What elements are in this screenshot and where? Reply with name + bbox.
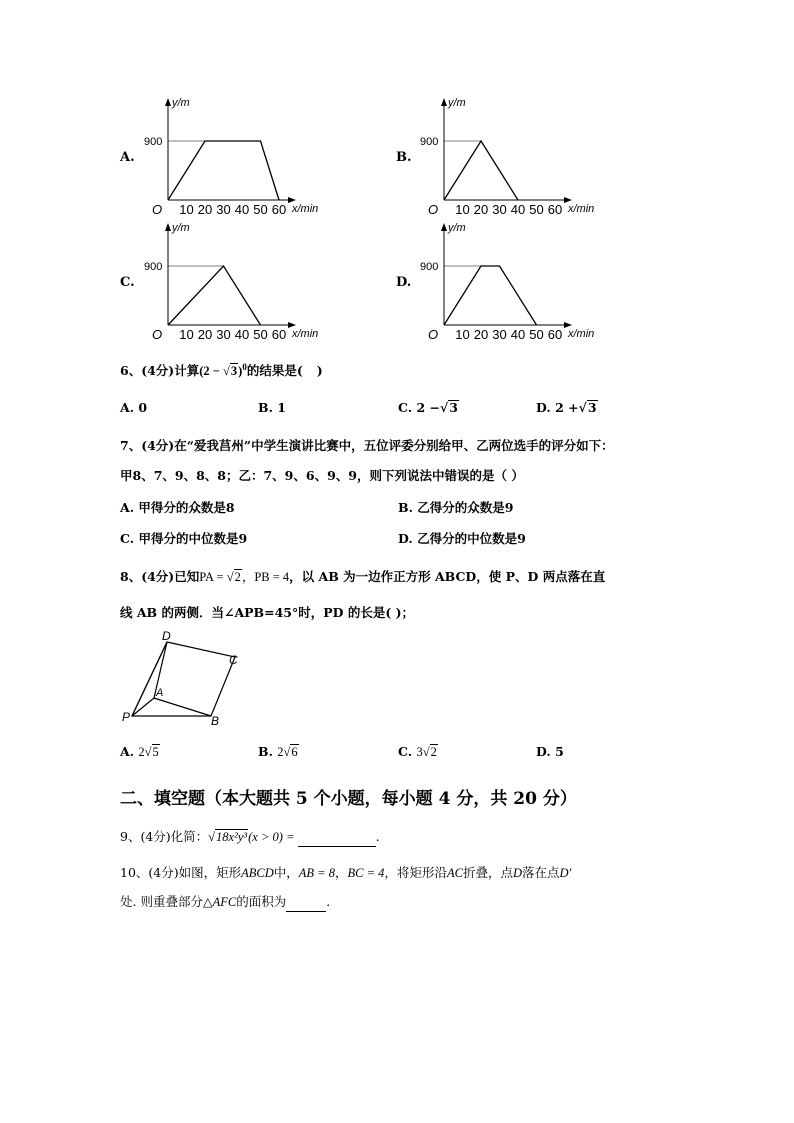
x-tick-label: 60 xyxy=(271,327,287,342)
q7-option-b[interactable]: B. 乙得分的众数是9 xyxy=(398,500,514,515)
answer-blank[interactable] xyxy=(286,893,326,912)
y-axis-arrow xyxy=(441,223,447,231)
x-tick-label: 50 xyxy=(529,202,544,217)
q7-option-c[interactable]: C. 甲得分的中位数是9 xyxy=(120,531,248,546)
q7-option-d[interactable]: D. 乙得分的中位数是9 xyxy=(398,531,526,546)
y-axis-label: y/m xyxy=(448,222,466,234)
y-tick-label: 900 xyxy=(420,261,439,273)
question-7-line1: 7、(4分)在“爱我莒州”中学生演讲比赛中，五位评委分别给甲、乙两位选手的评分如下： xyxy=(120,438,614,453)
graph-d xyxy=(416,215,616,345)
x-axis-label: x/min xyxy=(292,328,319,340)
q6-option-d[interactable]: D. 2 +√3 xyxy=(536,400,597,415)
x-tick-label: 40 xyxy=(234,327,250,342)
question-10-line2: 处. 则重叠部分△AFC的面积为 . xyxy=(120,893,330,912)
x-axis-label: x/min xyxy=(292,203,319,215)
x-axis-label: x/min xyxy=(568,203,595,215)
q8-option-a[interactable]: A. 2√5 xyxy=(120,744,159,759)
question-9: 9、(4分)化简：√18x²y³(x > 0) = . xyxy=(120,828,380,847)
x-tick-label: 60 xyxy=(271,202,287,217)
q8-option-c[interactable]: C. 3√2 xyxy=(398,744,437,759)
label-d: D xyxy=(162,629,171,643)
y-axis-arrow xyxy=(441,98,447,106)
q6-option-b[interactable]: B. 1 xyxy=(258,400,286,415)
y-axis-arrow xyxy=(165,223,171,231)
question-7-line2: 甲8、7、9、8、8；乙：7、9、6、9、9，则下列说法中错误的是（ ） xyxy=(120,468,524,483)
distance-line xyxy=(444,141,518,200)
question-10-line1: 10、(4分)如图，矩形ABCD中，AB = 8，BC = 4，将矩形沿AC折叠，点D落在点D′ xyxy=(120,865,572,880)
x-tick-label: 20 xyxy=(473,202,489,217)
x-tick-label: 40 xyxy=(234,202,250,217)
y-axis-label: y/m xyxy=(448,97,466,109)
q8-option-d[interactable]: D. 5 xyxy=(536,744,564,759)
question-8-line2: 线 AB 的两侧．当∠APB=45°时，PD 的长是( )； xyxy=(120,605,414,620)
question-text: 计算 xyxy=(174,363,200,379)
option-letter: B. xyxy=(396,150,412,165)
q6-option-a[interactable]: A. 0 xyxy=(120,400,148,415)
segment-dp xyxy=(132,642,167,716)
x-tick-label: 20 xyxy=(197,327,213,342)
distance-line xyxy=(168,266,261,325)
x-tick-label: 30 xyxy=(492,327,507,342)
origin-label: O xyxy=(152,202,163,217)
x-tick-label: 10 xyxy=(179,202,194,217)
section-title: 二、填空题（本大题共 5 个小题，每小题 4 分，共 20 分） xyxy=(120,789,577,809)
y-axis-label: y/m xyxy=(172,97,190,109)
x-tick-label: 20 xyxy=(473,327,489,342)
y-axis-label: y/m xyxy=(172,222,190,234)
q8-option-b[interactable]: B. 2√6 xyxy=(258,744,298,759)
y-tick-label: 900 xyxy=(144,261,163,273)
x-tick-label: 10 xyxy=(455,327,470,342)
x-tick-label: 30 xyxy=(216,327,231,342)
origin-label: O xyxy=(152,327,163,342)
option-letter: C. xyxy=(120,275,135,290)
option-letter: D. xyxy=(396,275,412,290)
y-tick-label: 900 xyxy=(144,136,163,148)
x-tick-label: 30 xyxy=(492,202,507,217)
graph-c xyxy=(140,215,340,345)
x-tick-label: 30 xyxy=(216,202,231,217)
q6-option-c[interactable]: C. 2 −√3 xyxy=(398,400,458,415)
x-tick-label: 60 xyxy=(547,202,563,217)
question-8-line1: 8、(4分)已知PA = √2，PB = 4，以 AB 为一边作正方形 ABCD，使 P、D 两点落在直 xyxy=(120,569,606,584)
expression: $(2 - √3)^0$ xyxy=(199,362,247,379)
question-number: 6、(4分) xyxy=(120,363,175,379)
x-tick-label: 60 xyxy=(547,327,563,342)
distance-line xyxy=(444,266,537,325)
x-axis-label: x/min xyxy=(568,328,595,340)
segment-ap xyxy=(132,698,154,716)
label-a: A xyxy=(156,687,164,699)
q7-option-a[interactable]: A. 甲得分的众数是8 xyxy=(120,500,235,515)
label-c: C xyxy=(229,653,238,667)
y-tick-label: 900 xyxy=(420,136,439,148)
question-6: 6、(4分)计算$(2 - √3)^0$的结果是( ) xyxy=(120,362,323,379)
distance-line xyxy=(168,141,279,200)
origin-label: O xyxy=(428,327,439,342)
quad-outline xyxy=(132,642,235,716)
graph-a xyxy=(140,90,340,220)
x-tick-label: 40 xyxy=(510,327,526,342)
origin-label: O xyxy=(428,202,439,217)
x-tick-label: 20 xyxy=(197,202,213,217)
x-tick-label: 50 xyxy=(253,327,268,342)
graph-b xyxy=(416,90,616,220)
x-tick-label: 10 xyxy=(455,202,470,217)
y-axis-arrow xyxy=(165,98,171,106)
x-tick-label: 10 xyxy=(179,327,194,342)
answer-blank[interactable] xyxy=(298,828,376,847)
option-letter: A. xyxy=(120,150,135,165)
question-text: 的结果是( xyxy=(246,363,303,379)
label-p: P xyxy=(122,710,131,724)
x-tick-label: 50 xyxy=(253,202,268,217)
x-tick-label: 50 xyxy=(529,327,544,342)
segment-ab xyxy=(154,698,211,716)
label-b: B xyxy=(211,714,220,728)
square-figure xyxy=(118,628,248,728)
x-tick-label: 40 xyxy=(510,202,526,217)
